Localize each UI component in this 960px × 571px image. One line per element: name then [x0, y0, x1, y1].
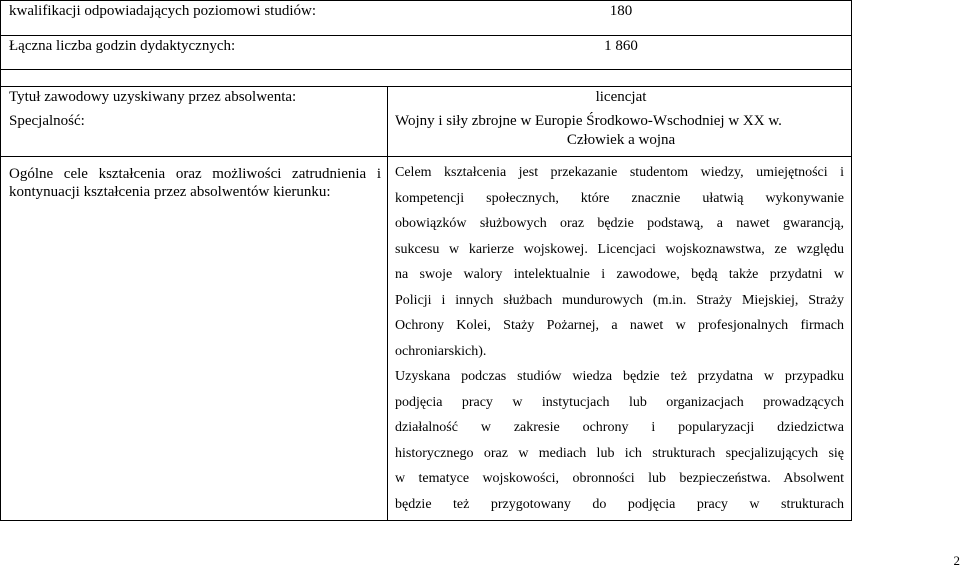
row-value-specialty-1: Wojny i siły zbrojne w Europie Środkowo-Wschodniej w XX w. — [395, 113, 782, 129]
row-label-goals-1: Ogólne cele kształcenia oraz możliwości zatrudnienia i — [9, 166, 381, 182]
page-number: 2 — [953, 553, 960, 568]
paragraph-line: ochroniarskich). — [395, 343, 487, 359]
row-value-title: licencjat — [595, 89, 647, 105]
paragraph-line: podjęcia pracy w instytucjach lub organizacjach prowadzących — [395, 394, 844, 410]
row-value-hours: 1 860 — [604, 38, 638, 54]
row-divider — [1, 156, 851, 157]
row-label-title: Tytuł zawodowy uzyskiwany przez absolwenta: — [9, 89, 297, 105]
column-divider — [387, 86, 388, 520]
paragraph-line: Policji i innych służbach mundurowych (m.in. Straży Miejskiej, Straży — [395, 292, 844, 308]
paragraph-line: będzie też przygotowany do podjęcia pracy w strukturach — [395, 496, 844, 512]
paragraph-line: kompetencji społecznych, które znacznie ułatwią wykonywanie — [395, 190, 844, 206]
row-divider — [1, 35, 851, 36]
row-divider — [1, 86, 851, 87]
paragraph-line: Uzyskana podczas studiów wiedza będzie też przydatna w przypadku — [395, 369, 844, 384]
paragraph-line: Ochrony Kolei, Staży Pożarnej, a nawet w profesjonalnych firmach — [395, 318, 844, 333]
row-value-ects: 180 — [609, 3, 633, 19]
row-label-goals-2: kontynuacji kształcenia przez absolwentów kierunku: — [9, 184, 331, 200]
paragraph-line: historycznego oraz w mediach lub ich strukturach specjalizujących się — [395, 445, 844, 461]
row-divider — [1, 69, 851, 70]
paragraph-line: sukcesu w karierze wojskowej. Licencjaci wojskoznawstwa, ze względu — [395, 241, 844, 257]
row-value-specialty-2: Człowiek a wojna — [566, 132, 676, 148]
row-label-ects: kwalifikacji odpowiadających poziomowi studiów: — [9, 3, 317, 19]
goals-paragraph — [395, 160, 844, 517]
paragraph-line: Celem kształcenia jest przekazanie studentom wiedzy, umiejętności i — [395, 165, 844, 180]
paragraph-line: na swoje walory intelektualnie i zawodowe, będą także przydatni w — [395, 267, 844, 282]
row-label-hours: Łączna liczba godzin dydaktycznych: — [9, 38, 236, 54]
row-label-specialty: Specjalność: — [9, 113, 85, 129]
paragraph-line: obowiązków służbowych oraz będzie podstawą, a nawet gwarancją, — [395, 216, 844, 231]
paragraph-line: działalność w zakresie ochrony i popularyzacji dziedzictwa — [395, 420, 844, 435]
paragraph-line: w tematyce wojskowości, obronności lub bezpieczeństwa. Absolwent — [395, 471, 844, 486]
